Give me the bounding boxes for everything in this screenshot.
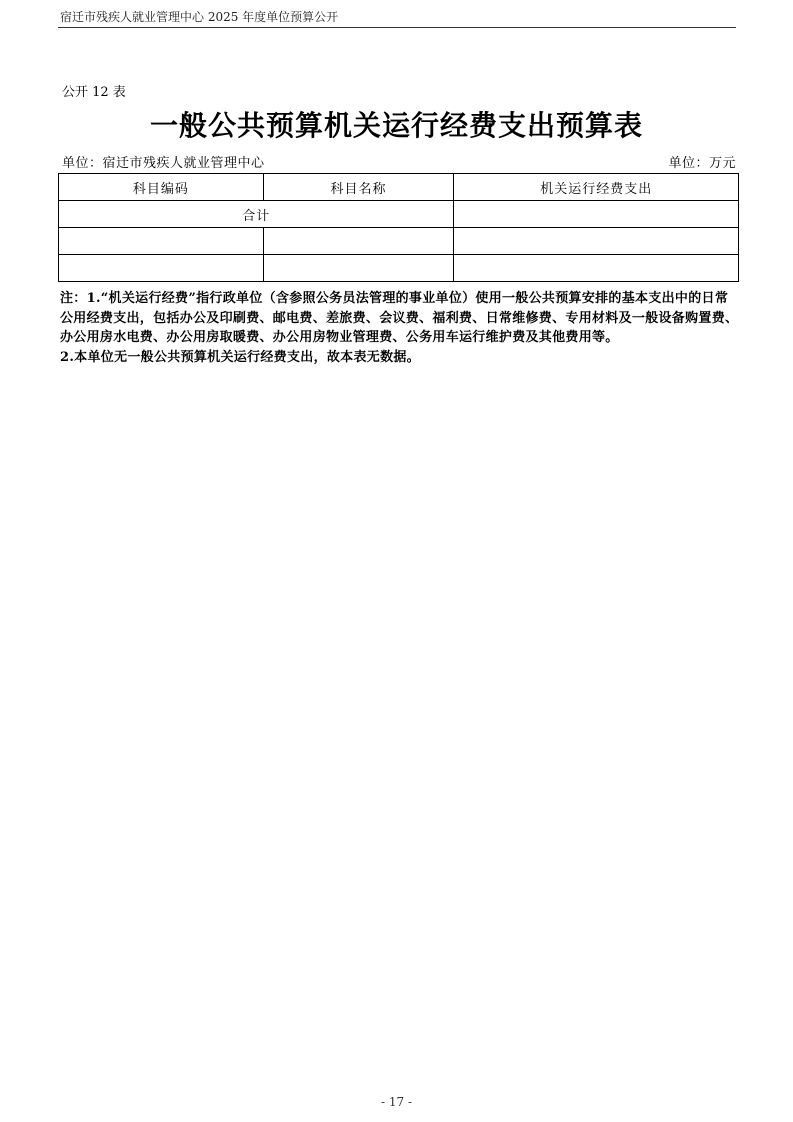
col-header-amount: 机关运行经费支出 xyxy=(454,174,739,201)
row-name xyxy=(263,228,454,255)
total-value xyxy=(454,201,739,228)
header-rule xyxy=(58,27,736,28)
table-row xyxy=(59,228,739,255)
page-title: 一般公共预算机关运行经费支出预算表 xyxy=(149,109,643,142)
total-label: 合计 xyxy=(59,201,454,228)
running-header: 宿迁市残疾人就业管理中心 2025 年度单位预算公开 xyxy=(60,10,339,24)
row-code xyxy=(59,228,264,255)
col-header-name: 科目名称 xyxy=(263,174,454,201)
row-amount xyxy=(454,255,739,282)
table-header-row xyxy=(59,174,739,201)
currency-unit-label: 单位：万元 xyxy=(668,156,736,171)
note-1: 注：1.“机关运行经费”指行政单位（含参照公务员法管理的事业单位）使用一般公共预算安排的基本支出中的日常公用经费支出，包括办公及印刷费、邮电费、差旅费、会议费、福利费、日常维修费、专用材料及一般设备购置费、办公用房水电费、办公用房取暖费、办公用房物业管理费、公务用车运行维护费及其他费用等。 xyxy=(60,291,739,345)
table-row xyxy=(59,255,739,282)
unit-label: 单位：宿迁市残疾人就业管理中心 xyxy=(62,156,265,171)
page-number: - 17 - xyxy=(380,1095,412,1109)
table-number: 公开 12 表 xyxy=(62,85,126,100)
total-row xyxy=(59,201,739,228)
row-name xyxy=(263,255,454,282)
row-code xyxy=(59,255,264,282)
col-header-code: 科目编码 xyxy=(59,174,264,201)
row-amount xyxy=(454,228,739,255)
note-2: 2.本单位无一般公共预算机关运行经费支出，故本表无数据。 xyxy=(60,349,420,365)
notes xyxy=(60,289,740,367)
budget-table xyxy=(58,173,739,282)
